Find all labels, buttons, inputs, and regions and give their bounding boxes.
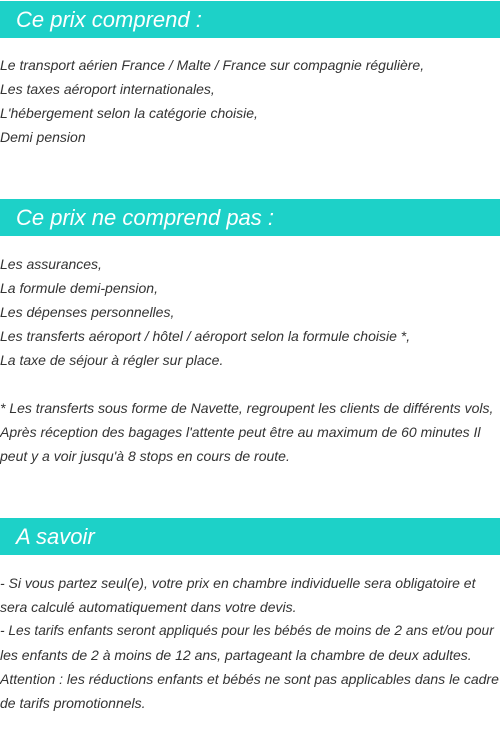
list-item: La taxe de séjour à régler sur place.: [0, 352, 224, 368]
section-body-price-excludes: [0, 252, 500, 372]
section-body-price-includes: [0, 53, 500, 149]
list-item: Les assurances,: [0, 256, 102, 272]
list-item: Les transferts aéroport / hôtel / aéroport selon la formule choisie *,: [0, 328, 411, 344]
list-item: Le transport aérien France / Malte / France sur compagnie régulière,: [0, 57, 425, 73]
info-line: les enfants de 2 à moins de 12 ans, partageant la chambre de deux adultes.: [0, 647, 472, 663]
info-line: - Si vous partez seul(e), votre prix en chambre individuelle sera obligatoire et: [0, 575, 476, 591]
list-item: Les dépenses personnelles,: [0, 304, 175, 320]
info-line: de tarifs promotionnels.: [0, 695, 146, 711]
transfer-note: [0, 396, 500, 468]
info-line: sera calculé automatiquement dans votre devis.: [0, 599, 297, 615]
info-line: - Les tarifs enfants seront appliqués pour les bébés de moins de 2 ans et/ou pour: [0, 623, 494, 638]
section-header-price-excludes: Ce prix ne comprend pas :: [0, 199, 500, 236]
section-header-price-includes: Ce prix comprend :: [0, 1, 500, 38]
note-line: Après réception des bagages l'attente peut être au maximum de 60 minutes Il: [0, 424, 481, 440]
info-line: Attention : les réductions enfants et bébés ne sont pas applicables dans le cadre: [0, 671, 499, 687]
note-line: peut y a voir jusqu'à 8 stops en cours de route.: [0, 448, 290, 464]
list-item: L'hébergement selon la catégorie choisie,: [0, 105, 258, 121]
section-header-good-to-know: A savoir: [0, 518, 500, 555]
list-item: Demi pension: [0, 129, 86, 145]
note-line: * Les transferts sous forme de Navette, regroupent les clients de différents vols,: [0, 400, 494, 416]
list-item: Les taxes aéroport internationales,: [0, 81, 215, 97]
section-body-good-to-know: [0, 571, 500, 715]
list-item: La formule demi-pension,: [0, 280, 158, 296]
